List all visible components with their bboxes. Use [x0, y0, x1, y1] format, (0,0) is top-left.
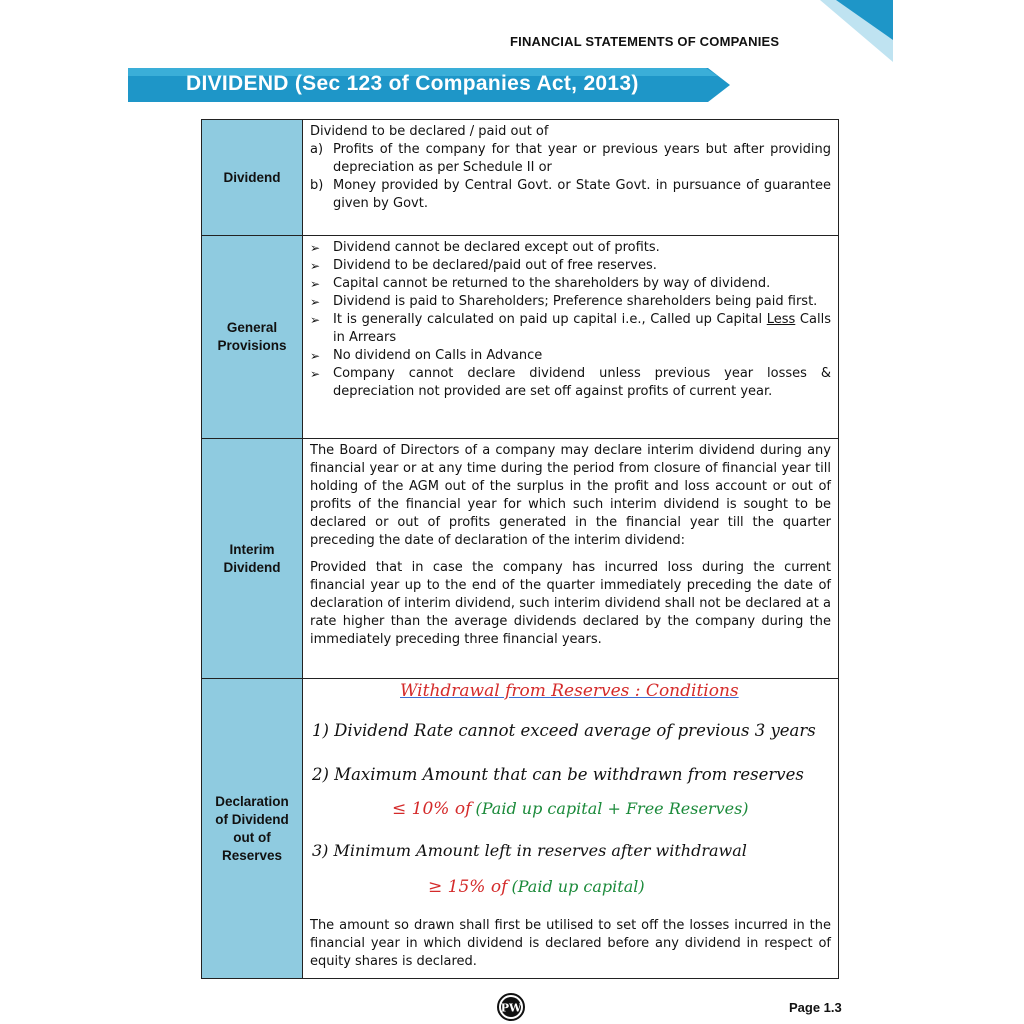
list-item: [310, 239, 831, 257]
label-text: Declaration: [215, 793, 289, 809]
row-content-general: [303, 236, 839, 439]
underlined-word: Less: [766, 312, 796, 327]
list-marker: b): [310, 178, 324, 193]
arrow-bullet-icon: ➢: [310, 295, 321, 309]
label-text: Provisions: [217, 338, 287, 353]
list-item: [310, 177, 831, 213]
paragraph: The Board of Directors of a company may declare interim dividend during any financial year or at any time during the period from closure of financial year till holding of the AGM out of the surplus in the profit and loss account or out of profits of the financial year for which such interim dividend is sought to be declared or out of profits generated in the financial year till the quarter preceding the date of declaration of the interim dividend:: [310, 443, 831, 548]
handwritten-formula: [428, 878, 645, 898]
label-text: Interim: [229, 541, 275, 557]
dividend-table: [201, 119, 839, 979]
table-row: [202, 120, 839, 236]
label-text: out of: [233, 829, 271, 845]
list-text: Capital cannot be returned to the shareholders by way of dividend.: [333, 276, 771, 291]
paragraph: Provided that in case the company has incurred loss during the current financial year up to the end of the quarter immediately preceding the date of declaration of interim dividend, such interim dividend shall not be declared at a rate higher than the average dividends declared by the company during the immediately preceding three financial years.: [310, 560, 831, 647]
row-content-declaration: [303, 679, 839, 979]
svg-text:PW: PW: [500, 1001, 522, 1015]
handwritten-line: 2) Maximum Amount that can be withdrawn from reserves: [312, 765, 804, 784]
intro-text: Dividend to be declared / paid out of: [310, 124, 549, 139]
row-content-dividend: [303, 120, 839, 236]
handwritten-line: 1) Dividend Rate cannot exceed average of previous 3 years: [312, 721, 816, 740]
list-item: [310, 311, 831, 347]
page-title: DIVIDEND (Sec 123 of Companies Act, 2013): [186, 72, 639, 95]
list-text: Profits of the company for that year or previous years but after providing depreciation as per Schedule II or: [333, 142, 831, 175]
handwritten-line: 3) Minimum Amount left in reserves after withdrawal: [312, 841, 747, 860]
list-text: Company cannot declare dividend unless previous year losses & depreciation not provided are set off against profits of current year.: [333, 366, 831, 399]
list-item: [310, 141, 831, 177]
list-text: Dividend is paid to Shareholders; Preference shareholders being paid first.: [333, 294, 818, 309]
list-marker: a): [310, 142, 324, 157]
list-text: It is generally calculated on paid up capital i.e., Called up Capital: [333, 312, 767, 327]
arrow-bullet-icon: ➢: [310, 313, 321, 327]
table-row: [202, 236, 839, 439]
label-text: General: [226, 320, 278, 335]
list-item: [310, 257, 831, 275]
label-text: Reserves: [221, 847, 283, 863]
paragraph: The amount so drawn shall first be utilised to set off the losses incurred in the financial year in which dividend is declared before any dividend in respect of equity shares is declared.: [310, 918, 831, 969]
arrow-bullet-icon: ➢: [310, 259, 321, 273]
handwritten-green: (Paid up capital + Free Reserves): [475, 799, 749, 818]
row-content-interim: [303, 439, 839, 679]
label-text: Dividend: [223, 559, 281, 575]
table-row: [202, 439, 839, 679]
row-label-general: [202, 236, 303, 439]
list-item: [310, 275, 831, 293]
arrow-bullet-icon: ➢: [310, 241, 321, 255]
list-text: No dividend on Calls in Advance: [333, 348, 543, 363]
arrow-bullet-icon: ➢: [310, 367, 321, 381]
list-text: Dividend cannot be declared except out of profits.: [333, 240, 660, 255]
list-item: [310, 347, 831, 365]
arrow-list: [310, 239, 831, 401]
list-item: [310, 293, 831, 311]
running-header: FINANCIAL STATEMENTS OF COMPANIES: [510, 34, 780, 49]
arrow-bullet-icon: ➢: [310, 277, 321, 291]
handwritten-red: ≤ 10% of: [392, 799, 472, 819]
list-text: Calls in Arrears: [333, 312, 831, 345]
label-text: Dividend: [223, 169, 281, 185]
row-label-declaration: [202, 679, 303, 979]
handwritten-green: (Paid up capital): [511, 877, 645, 896]
handwritten-red: ≥ 15% of: [428, 877, 508, 897]
list-item: [310, 365, 831, 401]
row-label-dividend: [202, 120, 303, 236]
list-text: Dividend to be declared/paid out of free reserves.: [333, 258, 657, 273]
arrow-bullet-icon: ➢: [310, 349, 321, 363]
handwritten-title: Withdrawal from Reserves : Conditions: [400, 681, 739, 701]
alpha-list: [310, 141, 831, 213]
pw-logo-icon: [497, 993, 525, 1021]
row-label-interim: [202, 439, 303, 679]
table-row: [202, 679, 839, 979]
list-text: Money provided by Central Govt. or State Govt. in pursuance of guarantee given by Govt.: [333, 178, 831, 211]
handwritten-notes: [310, 682, 831, 917]
label-text: of Dividend: [215, 811, 289, 827]
handwritten-formula: [392, 800, 749, 820]
page-number: Page 1.3: [789, 1000, 842, 1015]
